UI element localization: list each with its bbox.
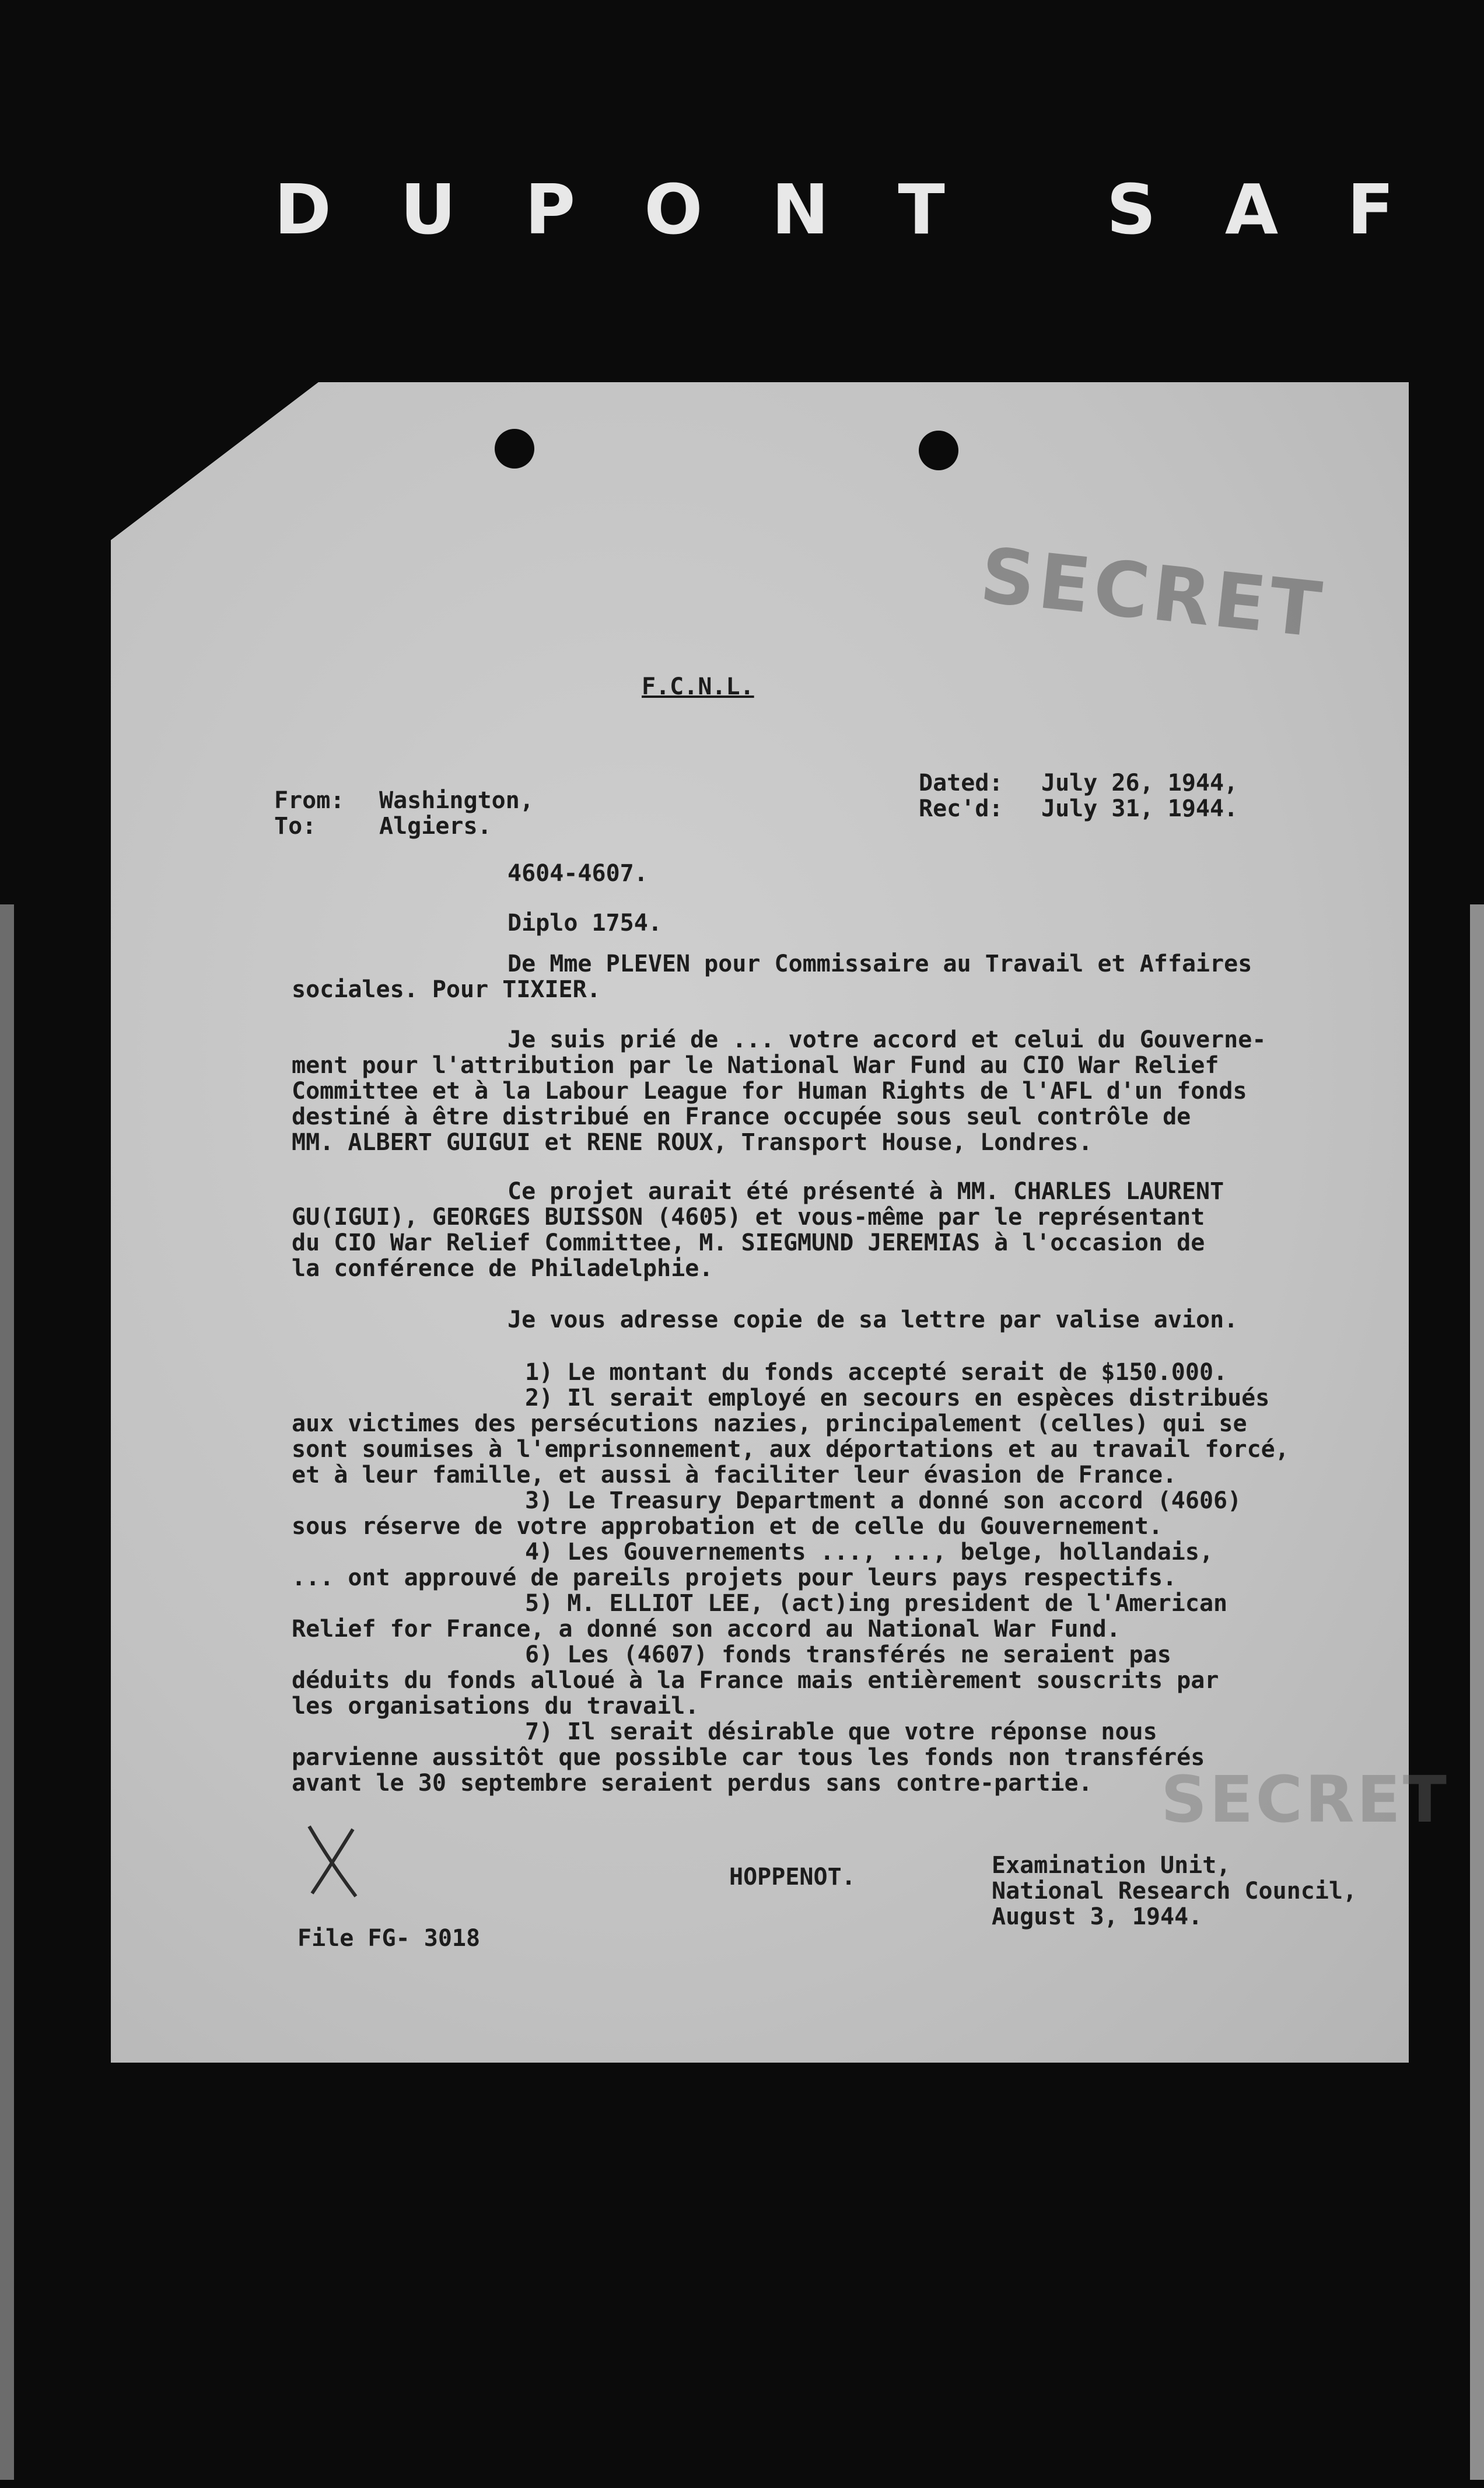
film-edge-right [1470,904,1484,2480]
item-7-line-3: avant le 30 septembre seraient perdus sans contre-partie. [292,1770,1093,1797]
diplo-number: Diplo 1754. [508,910,662,937]
paragraph-2-line-1: Ce projet aurait été présenté à MM. CHARLES LAURENT [508,1178,1224,1205]
dated-value: July 26, 1944, [1041,770,1238,796]
item-2-line-1: 2) Il serait employé en secours en espèces distribués [525,1385,1270,1411]
item-2-line-2: aux victimes des persécutions nazies, principalement (celles) qui se [292,1410,1247,1437]
punch-hole-right [919,431,958,470]
document-heading: F.C.N.L. [642,673,754,700]
from-value: Washington, [379,787,534,814]
item-6-line-1: 6) Les (4607) fonds transférés ne seraient pas [525,1641,1171,1668]
paragraph-1-line-3: Committee et à la Labour League for Human Rights de l'AFL d'un fonds [292,1078,1247,1105]
paragraph-1-line-2: ment pour l'attribution par le National War Fund au CIO War Relief [292,1052,1219,1079]
item-1: 1) Le montant du fonds accepté serait de $150.000. [525,1359,1228,1386]
handwritten-x-mark [303,1820,362,1902]
intro-line-1: De Mme PLEVEN pour Commissaire au Travail et Affaires [508,951,1252,977]
item-6-line-2: déduits du fonds alloué à la France mais entièrement souscrits par [292,1667,1219,1694]
item-3-line-1: 3) Le Treasury Department a donné son accord (4606) [525,1487,1242,1514]
reference-numbers: 4604-4607. [508,860,648,887]
file-reference: File FG- 3018 [298,1925,481,1952]
paragraph-1-line-4: destiné à être distribué en France occupée sous seul contrôle de [292,1103,1191,1130]
paragraph-2-line-4: la conférence de Philadelphie. [292,1255,713,1282]
paragraph-2-line-2: GU(IGUI), GEORGES BUISSON (4605) et vous-même par le représentant [292,1204,1205,1231]
recd-label: Rec'd: [919,795,1003,822]
exam-unit-line-1: Examination Unit, [992,1852,1231,1879]
item-2-line-4: et à leur famille, et aussi à faciliter leur évasion de France. [292,1462,1177,1488]
item-5-line-1: 5) M. ELLIOT LEE, (act)ing president de l'American [525,1590,1228,1617]
secret-stamp-top: SECRET [976,530,1329,655]
paragraph-1-line-1: Je suis prié de ... votre accord et celui du Gouverne- [508,1026,1266,1053]
item-4-line-2: ... ont approuvé de pareils projets pour leurs pays respectifs. [292,1564,1177,1591]
signature: HOPPENOT. [729,1864,856,1891]
to-value: Algiers. [379,813,492,840]
paragraph-1-line-5: MM. ALBERT GUIGUI et RENE ROUX, Transport House, Londres. [292,1129,1093,1156]
item-5-line-2: Relief for France, a donné son accord au National War Fund. [292,1616,1121,1643]
recd-value: July 31, 1944. [1041,795,1238,822]
from-label: From: [274,787,345,814]
item-4-line-1: 4) Les Gouvernements ..., ..., belge, hollandais, [525,1539,1214,1566]
item-3-line-2: sous réserve de votre approbation et de celle du Gouvernement. [292,1513,1163,1540]
item-7-line-2: parvienne aussitôt que possible car tous les fonds non transférés [292,1744,1205,1771]
item-6-line-3: les organisations du travail. [292,1693,699,1720]
punch-hole-left [495,429,534,469]
item-7-line-1: 7) Il serait désirable que votre réponse nous [525,1718,1157,1745]
dated-label: Dated: [919,770,1003,796]
to-label: To: [274,813,317,840]
intro-line-2: sociales. Pour TIXIER. [292,976,601,1003]
film-header-label: DUPONT SAF [274,169,1463,250]
exam-unit-line-3: August 3, 1944. [992,1903,1203,1930]
secret-stamp-bottom: SECRET [1161,1762,1449,1837]
paragraph-3: Je vous adresse copie de sa lettre par valise avion. [508,1306,1238,1333]
item-2-line-3: sont soumises à l'emprisonnement, aux déportations et au travail forcé, [292,1436,1289,1463]
film-edge-left [0,904,14,2480]
paragraph-2-line-3: du CIO War Relief Committee, M. SIEGMUND JEREMIAS à l'occasion de [292,1229,1205,1256]
exam-unit-line-2: National Research Council, [992,1878,1357,1905]
